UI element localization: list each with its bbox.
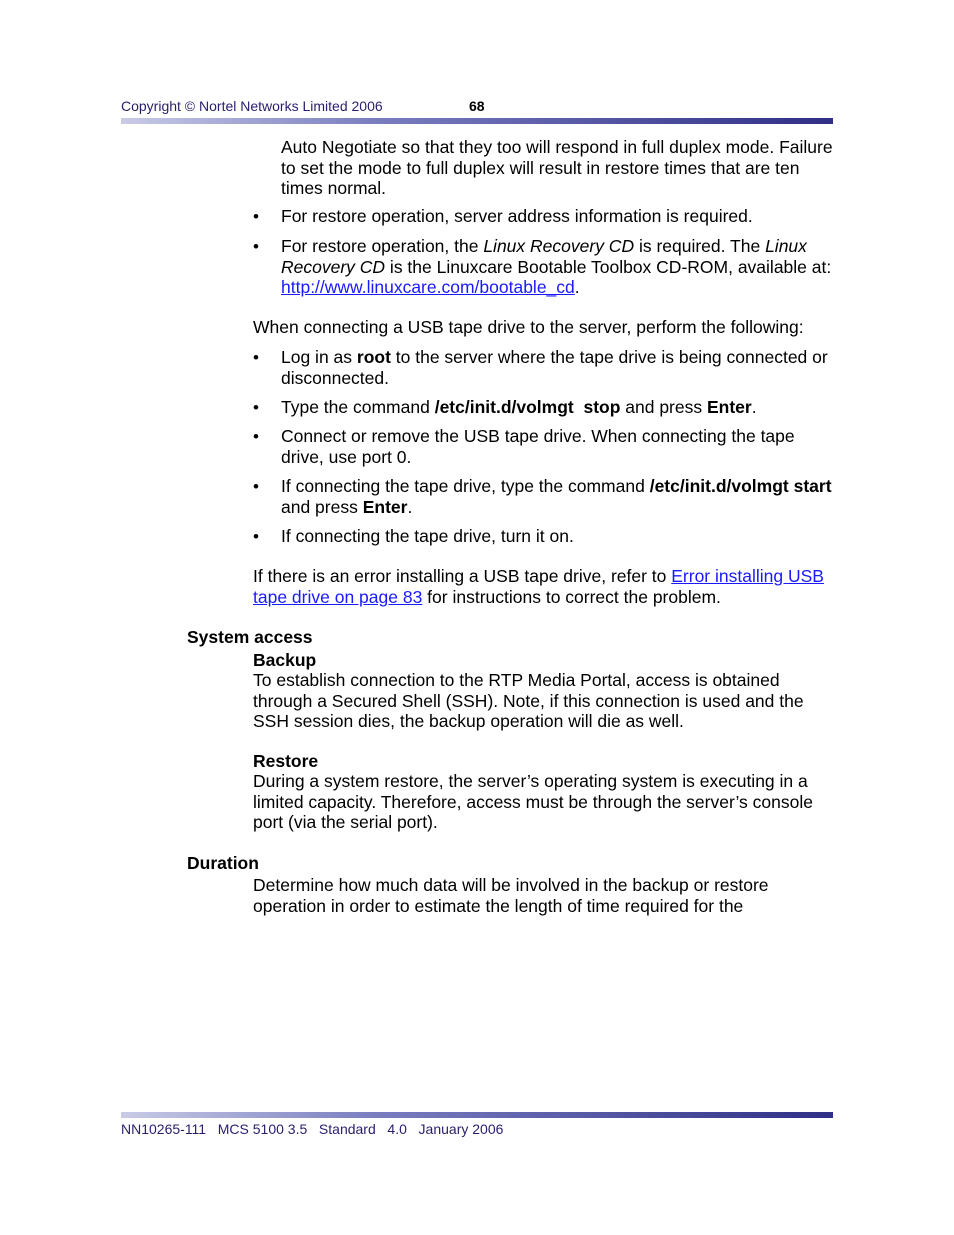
list-item: For restore operation, server address information is required. — [281, 206, 753, 226]
restore-heading: Restore — [253, 751, 319, 771]
page-number: 68 — [469, 98, 485, 114]
list-item: For restore operation, the Linux Recovery CD is required. The Linux Recovery CD is the Linuxcare Bootable Toolbox CD-ROM, available at: http://www.linuxcare.com/bootable_cd. — [281, 236, 832, 297]
error-paragraph: If there is an error installing a USB tape drive, refer to Error installing USB tape drive on page 83 for instructions to correct the problem. — [253, 566, 824, 607]
duration-heading: Duration — [187, 853, 259, 873]
list-item: If connecting the tape drive, type the command /etc/init.d/volmgt start and press Enter. — [281, 476, 832, 517]
bullet-marker: • — [253, 477, 259, 496]
bullet-marker: • — [253, 527, 259, 546]
bullet-marker: • — [253, 348, 259, 367]
bullet-marker: • — [253, 427, 259, 446]
error-installing-link[interactable]: Error installing USB tape drive on page 83 — [253, 566, 824, 607]
continued-paragraph: Auto Negotiate so that they too will respond in full duplex mode. Failure to set the mode to full duplex will result in restore times that are ten times normal. — [281, 137, 833, 198]
header-copyright: Copyright © Nortel Networks Limited 2006 — [121, 98, 383, 114]
list-item: If connecting the tape drive, turn it on. — [281, 526, 574, 546]
backup-paragraph: To establish connection to the RTP Media Portal, access is obtained through a Secured Shell (SSH). Note, if this connection is used and the SSH session dies, the backup operation will die as well. — [253, 670, 804, 731]
usb-intro-paragraph: When connecting a USB tape drive to the server, perform the following: — [253, 317, 804, 337]
footer-doc-info: NN10265-111 MCS 5100 3.5 Standard 4.0 January 2006 — [121, 1121, 504, 1137]
list-item: Type the command /etc/init.d/volmgt stop and press Enter. — [281, 397, 757, 417]
list-item: Log in as root to the server where the tape drive is being connected or disconnected. — [281, 347, 828, 388]
list-item: Connect or remove the USB tape drive. When connecting the tape drive, use port 0. — [281, 426, 795, 467]
duration-paragraph: Determine how much data will be involved in the backup or restore operation in order to estimate the length of time required for the — [253, 875, 769, 916]
bullet-marker: • — [253, 398, 259, 417]
footer-rule — [121, 1112, 833, 1118]
restore-paragraph: During a system restore, the server’s operating system is executing in a limited capacity. Therefore, access must be through the server’s console port (via the serial port). — [253, 771, 813, 832]
bullet-marker: • — [253, 237, 259, 256]
bullet-marker: • — [253, 207, 259, 226]
system-access-heading: System access — [187, 627, 313, 647]
header-rule — [121, 118, 833, 124]
linuxcare-link[interactable]: http://www.linuxcare.com/bootable_cd — [281, 277, 575, 297]
backup-heading: Backup — [253, 650, 317, 670]
